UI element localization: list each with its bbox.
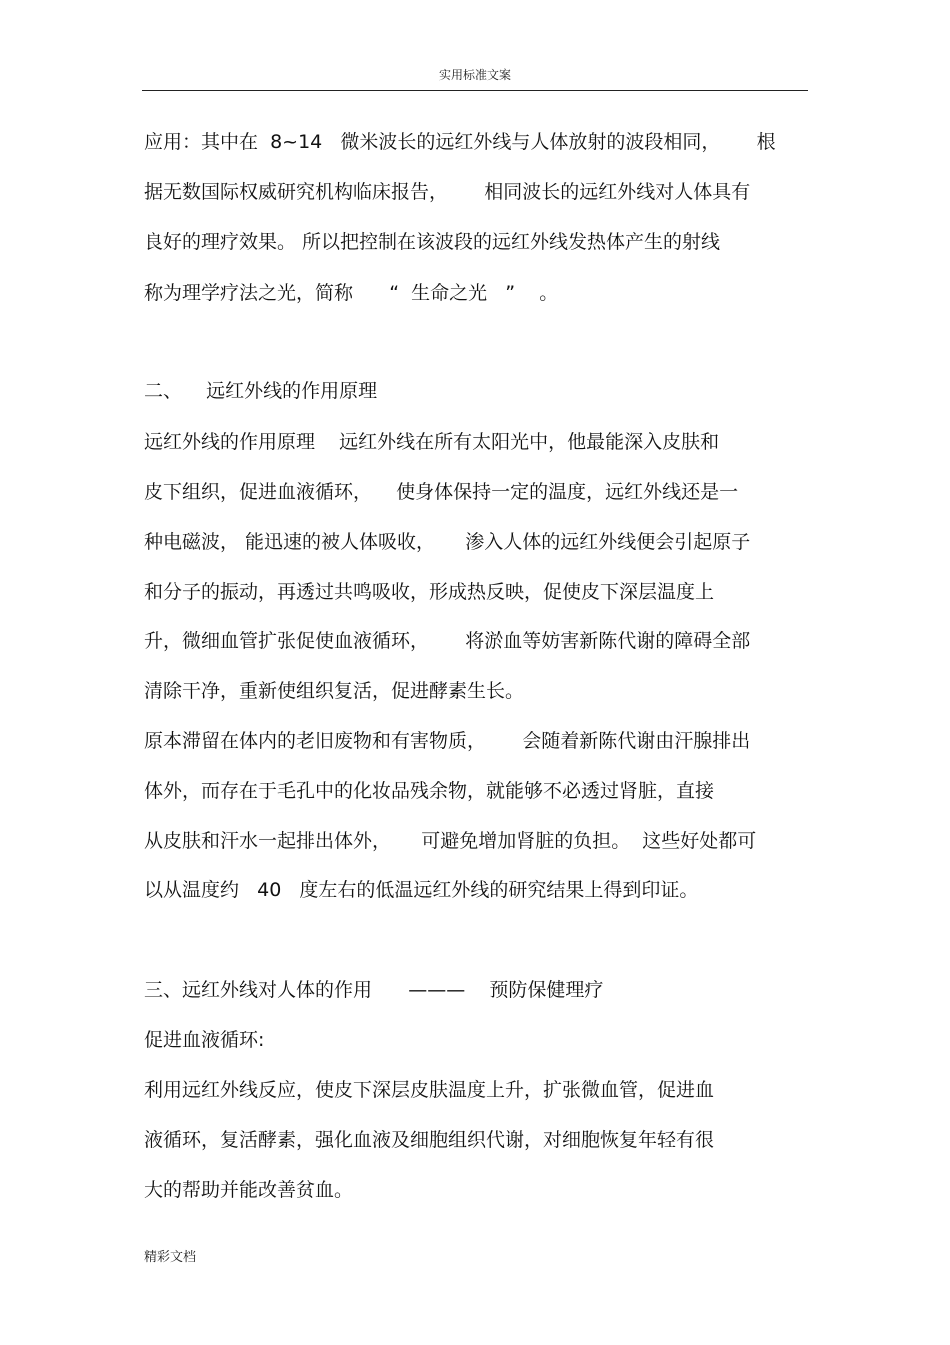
page-footer: 精彩文档 — [144, 1250, 197, 1265]
paragraph-line: 称为理学疗法之光，简称 “ 生命之光 ” 。 — [144, 282, 559, 304]
paragraph-line: 良好的理疗效果。 所以把控制在该波段的远红外线发热体产生的射线 — [144, 231, 721, 253]
paragraph-line: 体外，而存在于毛孔中的化妆品残余物，就能够不必透过肾脏，直接 — [144, 780, 715, 802]
paragraph-line: 升，微细血管扩张促使血液循环， 将淤血等妨害新陈代谢的障碍全部 — [144, 630, 751, 652]
subheading: 促进血液循环: — [144, 1029, 265, 1051]
paragraph-line: 以从温度约 40 度左右的低温远红外线的研究结果上得到印证。 — [144, 879, 699, 901]
paragraph-line: 据无数国际权威研究机构临床报告， 相同波长的远红外线对人体具有 — [144, 181, 751, 203]
paragraph-line: 皮下组织，促进血液循环， 使身体保持一定的温度，远红外线还是一 — [144, 481, 739, 503]
section-heading: 二、 远红外线的作用原理 — [144, 380, 378, 402]
paragraph-line: 原本滞留在体内的老旧废物和有害物质， 会随着新陈代谢由汗腺排出 — [144, 730, 751, 752]
header-divider — [142, 90, 808, 91]
header-title: 实用标准文案 — [438, 68, 511, 82]
paragraph-line: 利用远红外线反应，使皮下深层皮肤温度上升，扩张微血管，促进血 — [144, 1079, 715, 1101]
paragraph-line: 大的帮助并能改善贫血。 — [144, 1179, 354, 1201]
paragraph-line: 清除干净，重新使组织复活，促进酵素生长。 — [144, 680, 525, 702]
paragraph-line: 和分子的振动，再透过共鸣吸收，形成热反映，促使皮下深层温度上 — [144, 581, 715, 603]
paragraph-line: 液循环，复活酵素，强化血液及细胞组织代谢，对细胞恢复年轻有很 — [144, 1129, 715, 1151]
paragraph-line: 应用：其中在 8~14 微米波长的远红外线与人体放射的波段相同， 根 — [144, 131, 776, 153]
paragraph-line: 远红外线的作用原理 远红外线在所有太阳光中，他最能深入皮肤和 — [144, 431, 720, 453]
section-heading: 三、远红外线对人体的作用 ——— 预防保健理疗 — [144, 979, 604, 1001]
paragraph-line: 从皮肤和汗水一起排出体外， 可避免增加肾脏的负担。 这些好处都可 — [144, 830, 757, 852]
paragraph-line: 种电磁波， 能迅速的被人体吸收， 渗入人体的远红外线便会引起原子 — [144, 531, 751, 553]
